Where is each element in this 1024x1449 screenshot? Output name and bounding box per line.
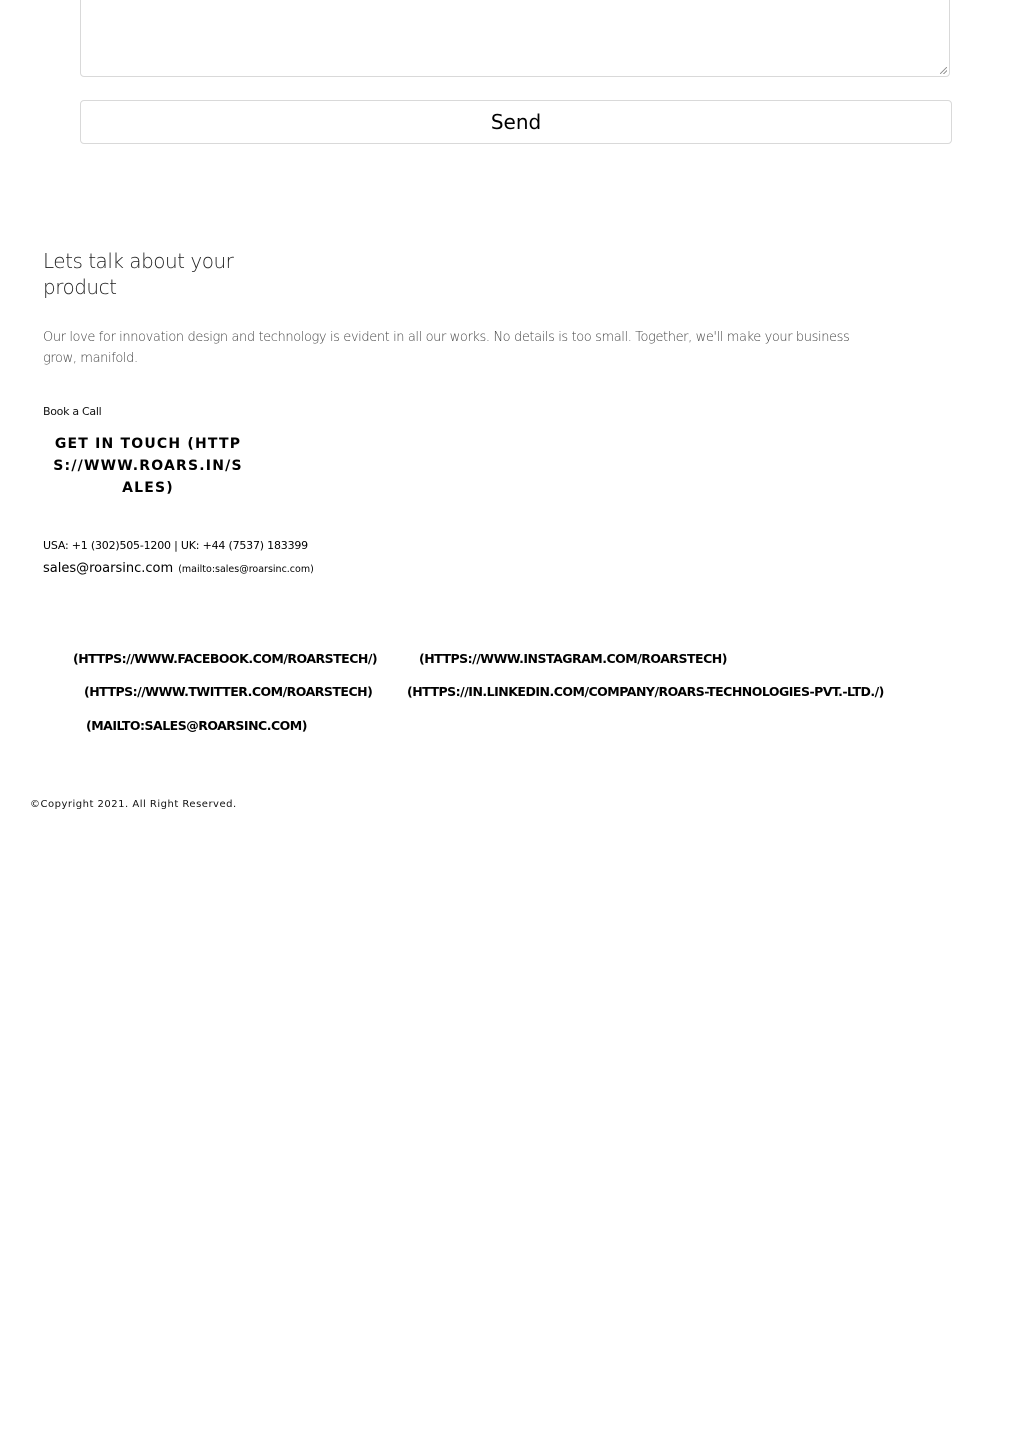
- email-line: [43, 557, 314, 576]
- facebook-link[interactable]: (HTTPS://WWW.FACEBOOK.COM/ROARSTECH/): [73, 651, 378, 666]
- email-link[interactable]: (mailto:sales@roarsinc.com): [178, 564, 314, 575]
- contact-heading-line2: product: [43, 275, 117, 299]
- resize-handle-icon[interactable]: [940, 67, 947, 74]
- linkedin-link[interactable]: (HTTPS://IN.LINKEDIN.COM/COMPANY/ROARS-TECHNOLOGIES-PVT.-LTD./): [407, 684, 884, 699]
- copyright-text: ©Copyright 2021. All Right Reserved.: [30, 799, 237, 810]
- contact-intro-text: Our love for innovation design and technology is evident in all our works. No details is too small. Together, we'll make your business grow, manifold.: [43, 330, 850, 366]
- twitter-link[interactable]: (HTTPS://WWW.TWITTER.COM/ROARSTECH): [84, 684, 373, 699]
- book-call-label: Book a Call: [43, 405, 102, 418]
- instagram-link[interactable]: (HTTPS://WWW.INSTAGRAM.COM/ROARSTECH): [419, 651, 727, 666]
- mail-link[interactable]: (MAILTO:SALES@ROARSINC.COM): [86, 718, 307, 733]
- contact-heading-line1: Lets talk about your: [43, 249, 234, 273]
- contact-heading: [43, 248, 243, 300]
- send-button[interactable]: Send: [80, 100, 952, 144]
- get-in-touch-link[interactable]: GET IN TOUCH (HTTPS://WWW.ROARS.IN/SALES): [53, 436, 243, 496]
- phone-numbers: USA: +1 (302)505-1200 | UK: +44 (7537) 183399: [43, 539, 308, 552]
- email-text: sales@roarsinc.com: [43, 561, 174, 576]
- message-textarea[interactable]: [80, 0, 950, 77]
